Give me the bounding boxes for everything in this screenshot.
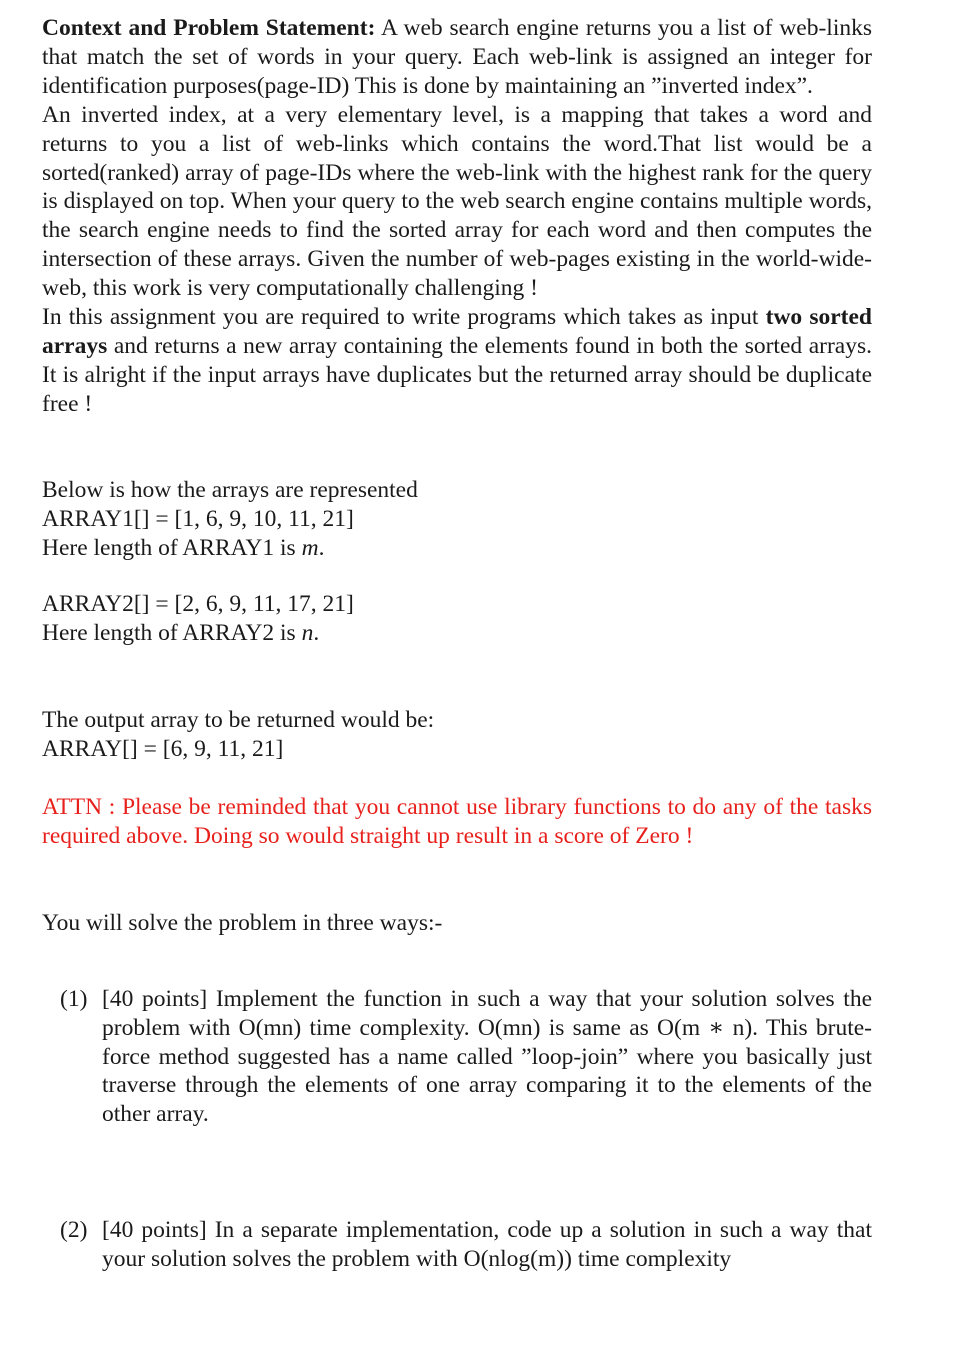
context-p3-end: and returns a new array containing the elements found in both the sorted arrays. It is alright if the input arrays have duplicates but the returned array should be duplicate free ! xyxy=(42,332,872,417)
context-paragraph-3 xyxy=(42,303,872,419)
context-heading: Context and Problem Statement: xyxy=(42,15,376,41)
spacer xyxy=(42,764,872,793)
output-intro: The output array to be returned would be: xyxy=(42,707,435,734)
list-item-text: [40 points] In a separate implementation, code up a solution in such a way that your solution solves the problem with O(nlog(m)) time complexity xyxy=(102,1217,872,1273)
array2-length xyxy=(42,619,872,648)
list-item-number: (2) xyxy=(60,1217,88,1244)
context-paragraph-1 xyxy=(42,14,872,101)
spacer xyxy=(42,938,872,985)
array2-definition: ARRAY2[] = [2, 6, 9, 11, 17, 21] xyxy=(42,591,354,618)
list-item xyxy=(42,985,872,1130)
spacer xyxy=(42,851,872,909)
context-p3-start: In this assignment you are required to write programs which takes as input xyxy=(42,304,766,331)
list-item-text: [40 points] Implement the function in such a way that your solution solves the problem with O(mn) time complexity. O(mn) is same as O(m ∗ n). This brute-force method suggested has a name called ”loop-join” where you basically just traverse through the elements of one array comparing it to the elements of the other array. xyxy=(102,985,872,1128)
context-p1-text: A web search engine returns you a list of web-links that match the set of words in your query. Each web-link is assigned an integer for identification purposes(page-ID) This is done by maintaining an ”inverted index”. xyxy=(42,15,872,99)
context-p3-bold: two sorted arrays xyxy=(42,304,872,359)
array2-length-suffix: . xyxy=(313,620,320,647)
list-item xyxy=(42,1216,872,1274)
ways-intro: You will solve the problem in three ways:- xyxy=(42,909,443,936)
list-item-number: (1) xyxy=(60,985,88,1012)
array1-definition: ARRAY1[] = [1, 6, 9, 10, 11, 21] xyxy=(42,505,354,532)
arrays-intro: Below is how the arrays are represented xyxy=(42,476,418,503)
spacer xyxy=(42,1129,872,1216)
attn-notice: ATTN : Please be reminded that you cannot use library functions to do any of the tasks required above. Doing so would straight up result in a score of Zero ! xyxy=(42,794,872,849)
array1-length-var: m xyxy=(301,534,319,561)
array2-length-var: n xyxy=(301,620,314,647)
spacer xyxy=(42,562,872,590)
array1-length-prefix: Here length of ARRAY1 is xyxy=(42,534,302,561)
spacer xyxy=(42,648,872,706)
array1-length xyxy=(42,534,872,563)
array2-length-prefix: Here length of ARRAY2 is xyxy=(42,620,302,647)
context-paragraph-2: An inverted index, at a very elementary level, is a mapping that takes a word and returns to you a list of web-links which contains the word.That list would be a sorted(ranked) array of page-IDs where the web-link with the highest rank for the query is displayed on top. When your query to the web search engine contains multiple words, the search engine needs to find the sorted array for each word and then computes the intersection of these arrays. Given the number of web-pages existing in the world-wide-web, this work is very computationally challenging ! xyxy=(42,101,872,302)
document-page xyxy=(42,14,872,1274)
spacer xyxy=(42,419,872,476)
output-array: ARRAY[] = [6, 9, 11, 21] xyxy=(42,736,284,763)
array1-length-suffix: . xyxy=(318,534,325,561)
